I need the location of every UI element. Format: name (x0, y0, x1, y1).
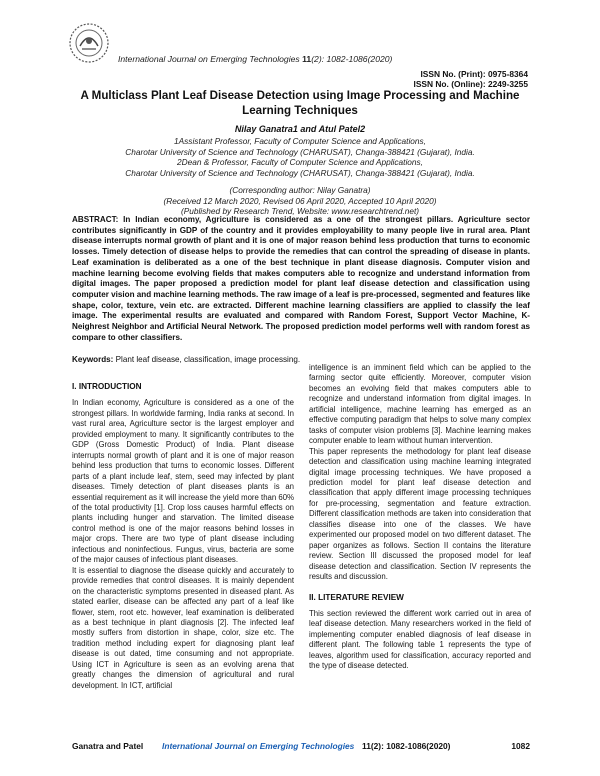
page-footer (72, 741, 530, 751)
affiliation-line: Charotar University of Science and Technology (CHARUSAT), Changa-388421 (Gujarat), India. (125, 146, 475, 157)
footer-journal: International Journal on Emerging Technologies (162, 741, 355, 751)
left-column (72, 372, 294, 691)
paragraph: It is essential to diagnose the disease quickly and accurately to provide remedies that control diseases. It is mainly dependent on the characteristic symptoms presented in diseased plant. As stated earlier, disease can be affected any part of a leaf like flower, stem, root etc. however, leaf examination is deliberated as a best technique in plant diagnosis [2]. The infected leaf mostly suffers from distortion in shape, color, size etc. The tradition method including expert for diagnosing plant leaf disease is out dated, time consuming and not appropriate. Using ICT in Agriculture is seen as an evolving arena that greatly changes the dimension of agricultural and rural development. In ICT, artificial (72, 565, 294, 690)
footer-volume: 11(2): 1082-1086(2020) (362, 741, 451, 751)
received-dates: (Received 12 March 2020, Revised 06 April 2020, Accepted 10 April 2020) (163, 195, 437, 206)
journal-logo (68, 22, 110, 64)
publication-meta (40, 185, 560, 217)
abstract: ABSTRACT: In Indian economy, Agriculture is considered as a one of the strongest pillars. Agriculture sector contributes significantly in GDP of the country and it provides employability to many people live in rural area. Plant disease interrupts normal growth of plant and it is one of major reason behind less production that turns to economic losses. Timely detection of disease helps to provide the remedies that can control the spreading of disease in plants. Leaf examination is deliberated as a one of the best technique in plant disease diagnosis. Computer vision and machine learning become evolving fields that makes computers able to recognize and understand information from digital images. The paper proposed a prediction model for plant leaf disease detection and classification using computer vision and machine learning methods. The raw image of a leaf is pre-processed, segmented and features like shape, color, texture, vein etc. are extracted. Different machine learning classifiers are applied to classify the leaf image. The experimental results are evaluated and compared with Random Forest, Support Vector Machine, K-Neighrest Neighbor and Artificial Neural Network. The proposed prediction model performs well with random forest as compare to other classifiers. (72, 215, 530, 342)
affiliation-line: 1Assistant Professor, Faculty of Computer Science and Applications, (174, 136, 426, 146)
paragraph: intelligence is an imminent field which can be applied to the farming sector quite efficiently. Moreover, computer vision becomes an evolving field that makes computers able to recognize and understand information from digital images. In artificial intelligence, machine learning has emerged as an effective computing paradigm that helps to solve many complex tasks of computer vision problems [3]. Machine learning makes computer enable to learn without human intervention. (309, 363, 531, 446)
issn-online: ISSN No. (Online): 2249-3255 (413, 79, 528, 89)
publisher-line: (Published by Research Trend, Website: www.researchtrend.net) (180, 206, 420, 217)
affiliation-line: 2Dean & Professor, Faculty of Computer Science and Applications, (177, 157, 423, 168)
section-heading-introduction: I. INTRODUCTION (72, 382, 142, 391)
journal-pages: (2): 1082-1086(2020) (311, 54, 393, 64)
right-column (309, 363, 531, 672)
corresponding-author: (Corresponding author: Nilay Ganatra) (229, 185, 371, 195)
issn-print: ISSN No. (Print): 0975-8364 (420, 69, 528, 79)
section-heading-literature-review: II. LITERATURE REVIEW (309, 592, 404, 602)
journal-citation (118, 54, 392, 64)
footer-authors: Ganatra and Patel (72, 741, 144, 751)
paragraph: This paper represents the methodology for plant leaf disease detection and classification using machine learning integrated digital image processing techniques. We have proposed a prediction model for plant leaf disease detection and classification that apply different image processing techniques for pre-processing, segmentation and feature extraction. Different classification methods are taken into consideration that classifies disease into one of the classes. We have experimented our proposed model on two different dataset. The paper organizes as follows. Section II contains the literature review. Section III discussed the proposed model for leaf disease detection and classification. Section IV represents the results and discussion. (309, 446, 531, 582)
paper-title: A Multiclass Plant Leaf Disease Detection using Image Processing and Machine Learning Techniques (80, 89, 520, 117)
paragraph: In Indian economy, Agriculture is considered as a one of the strongest pillars. In worldwide farming, India ranks at second. In vast rural area, Agriculture sector is the largest employer and provided employment to many. It significantly contributes to the GDP (Gross Domestic Product) of India. Plant disease interrupts normal growth of plant and it is one of major reason behind less production that turns to economic losses. Different parts of a plant include leaf, stem, seed may infected by plant diseases. Timely detection of plant diseases plants is an essential requirement as it will increase the yield more than 60% of the total productivity [1]. Crop loss causes harmful effects on plants including hunger and starvation. The limited disease control method is one of the major reasons behind losses in major crops. There are two type of plant disease including infectious and noninfectious. Fungus, virus, bacteria are some of the major causes of infectious plant diseases. (72, 398, 294, 565)
affiliations (40, 136, 560, 178)
journal-volume: 11 (302, 54, 312, 64)
affiliation-line: Charotar University of Science and Technology (CHARUSAT), Changa-388421 (Gujarat), India. (125, 167, 475, 178)
authors: Nilay Ganatra1 and Atul Patel2 (234, 124, 366, 134)
keywords-text: Plant leaf disease, classification, image processing. (113, 355, 301, 364)
journal-name: International Journal on Emerging Technologies (118, 54, 303, 64)
paragraph: This section reviewed the different work carried out in area of leaf disease detection. Many researchers worked in the field of implementing computer enabled diagnosis of leaf disease in different plant. The following table 1 represents the type of leaves, algorithm used for classification, accuracy reported and the type of disease detected. (309, 608, 531, 671)
keywords-label: Keywords: (72, 355, 114, 364)
page-number: 1082 (511, 741, 530, 751)
